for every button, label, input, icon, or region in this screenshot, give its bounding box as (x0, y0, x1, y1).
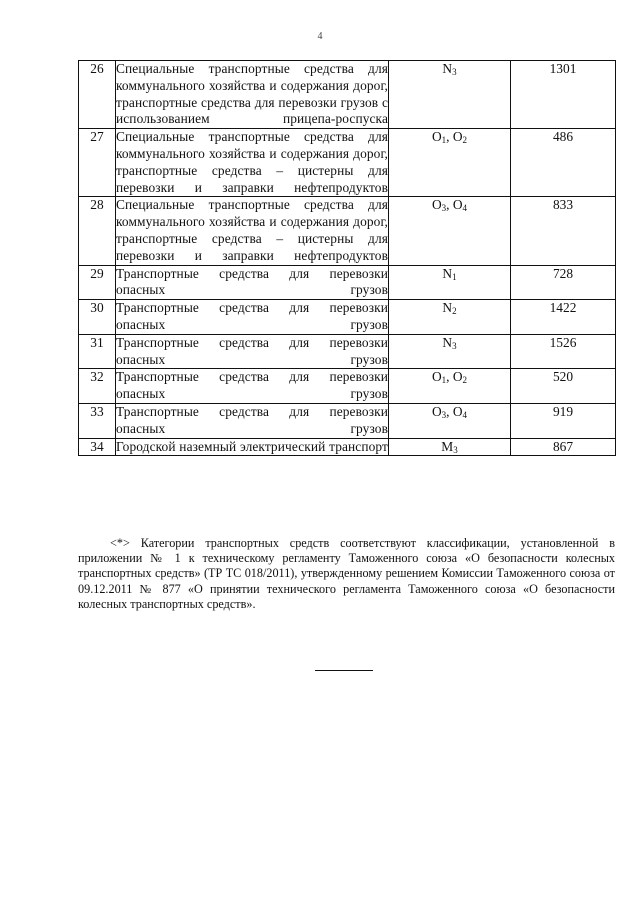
category-subscript-2: 2 (462, 135, 468, 146)
value-cell: 520 (511, 369, 616, 404)
category-subscript: 2 (452, 306, 457, 317)
category-subscript: 3 (453, 444, 458, 455)
table-row (79, 334, 616, 369)
category-subscript-2: 4 (462, 409, 468, 420)
vehicle-type: Транспортные средства для перевозки опасных грузов (116, 369, 389, 404)
row-number: 28 (79, 197, 116, 265)
vehicle-type: Транспортные средства для перевозки опасных грузов (116, 334, 389, 369)
category-subscript: 3 (441, 203, 447, 214)
value-cell: 1422 (511, 300, 616, 335)
table-row (79, 300, 616, 335)
value-cell: 1301 (511, 61, 616, 129)
category-subscript: 1 (441, 375, 447, 386)
category-letter-2: O (452, 129, 463, 145)
vehicle-category (389, 61, 511, 129)
vehicle-category (389, 403, 511, 438)
category-letter: O (431, 129, 442, 145)
row-number: 26 (79, 61, 116, 129)
table-row (79, 197, 616, 265)
vehicle-type: Городской наземный электрический транспорт (116, 438, 389, 456)
vehicle-category (389, 197, 511, 265)
end-rule (315, 670, 373, 671)
category-letter-2: O (452, 403, 463, 419)
value-cell: 1526 (511, 334, 616, 369)
value-cell: 919 (511, 403, 616, 438)
table-row (79, 438, 616, 456)
category-separator: , (446, 369, 453, 385)
category-letter: N (442, 265, 453, 281)
row-number: 30 (79, 300, 116, 335)
value-cell: 728 (511, 265, 616, 300)
row-number: 33 (79, 403, 116, 438)
vehicle-category (389, 334, 511, 369)
category-letter: N (442, 300, 453, 316)
value-cell: 867 (511, 438, 616, 456)
vehicle-type: Транспортные средства для перевозки опасных грузов (116, 265, 389, 300)
category-letter-2: O (452, 369, 463, 385)
category-separator: , (446, 403, 453, 419)
category-separator: , (446, 197, 453, 213)
vehicle-category (389, 369, 511, 404)
category-subscript: 1 (441, 135, 447, 146)
vehicle-category-table (78, 60, 616, 456)
category-letter: O (431, 197, 442, 213)
vehicle-category (389, 438, 511, 456)
category-letter: N (442, 334, 453, 350)
category-subscript: 3 (452, 340, 457, 351)
footnote (78, 536, 615, 612)
vehicle-type: Специальные транспортные средства для коммунального хозяйства и содержания дорог, транспортные средства для перевозки грузов с использованием прицепа-роспуска (116, 61, 389, 129)
category-subscript-2: 4 (462, 203, 468, 214)
category-subscript: 1 (452, 271, 457, 282)
category-letter: O (431, 403, 442, 419)
category-letter-2: O (452, 197, 463, 213)
row-number: 34 (79, 438, 116, 456)
value-cell: 486 (511, 129, 616, 197)
row-number: 29 (79, 265, 116, 300)
row-number: 32 (79, 369, 116, 404)
value-cell: 833 (511, 197, 616, 265)
table-row (79, 265, 616, 300)
table-row (79, 403, 616, 438)
table-row (79, 129, 616, 197)
row-number: 27 (79, 129, 116, 197)
vehicle-type: Специальные транспортные средства для коммунального хозяйства и содержания дорог, транспортные средства – цистерны для перевозки и заправки нефтепродуктов (116, 129, 389, 197)
category-subscript: 3 (452, 67, 457, 77)
page-number: 4 (317, 31, 323, 42)
category-letter: M (441, 438, 454, 454)
category-separator: , (446, 129, 453, 145)
vehicle-category (389, 300, 511, 335)
vehicle-category (389, 129, 511, 197)
category-subscript: 3 (441, 409, 447, 420)
table-row (79, 369, 616, 404)
category-letter: N (442, 61, 453, 76)
category-letter: O (431, 369, 442, 385)
vehicle-category (389, 265, 511, 300)
vehicle-type: Специальные транспортные средства для коммунального хозяйства и содержания дорог, транспортные средства – цистерны для перевозки и заправки нефтепродуктов (116, 197, 389, 265)
footnote-text: <*> Категории транспортных средств соответствуют классификации, установленной в приложении № 1 к техническому регламенту Таможенного союза «О безопасности колесных транспортных средств» (ТР ТС 018/2011), утвержденному решением Комиссии Таможенного союза от 09.12.2011 № 877 «О принятии технического регламента Таможенного союза «О безопасности колесных транспортных средств». (78, 536, 615, 611)
row-number: 31 (79, 334, 116, 369)
vehicle-type: Транспортные средства для перевозки опасных грузов (116, 300, 389, 335)
vehicle-type: Транспортные средства для перевозки опасных грузов (116, 403, 389, 438)
category-subscript-2: 2 (462, 375, 468, 386)
table-row (79, 61, 616, 129)
